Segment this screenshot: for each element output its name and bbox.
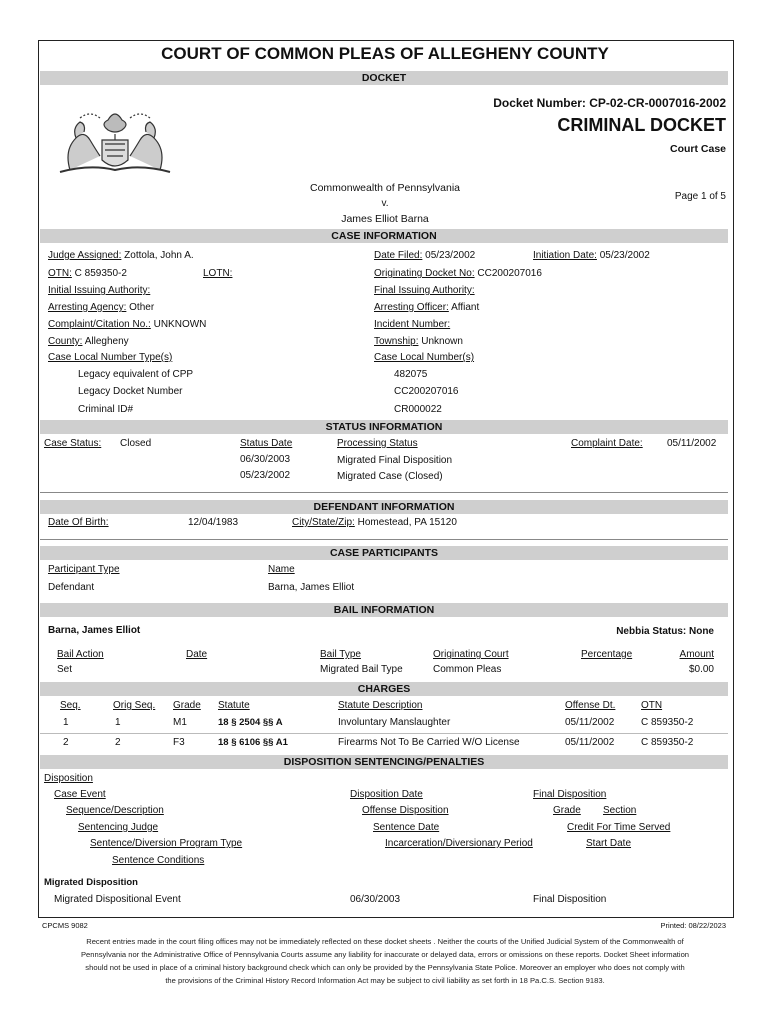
charge-seq: 1 (63, 717, 69, 728)
arresting-agency-row (48, 302, 154, 313)
statute-label: Statute (218, 700, 250, 711)
court-case: Court Case (669, 143, 726, 155)
initiation-value: 05/23/2002 (599, 250, 650, 261)
offense-disposition-label: Offense Disposition (362, 805, 449, 816)
local-type-label: Case Local Number Type(s) (48, 352, 173, 363)
arresting-officer-value: Affiant (451, 302, 480, 313)
start-date-label: Start Date (586, 838, 632, 849)
dob-label: Date Of Birth: (48, 517, 109, 528)
city-state-zip-label: City/State/Zip: (292, 517, 355, 528)
status-date-label: Status Date (240, 438, 293, 449)
incarceration-label: Incarceration/Diversionary Period (385, 838, 533, 849)
final-disposition-label: Final Disposition (533, 789, 607, 800)
initiation-label: Initiation Date: (533, 250, 597, 261)
city-state-zip-value: Homestead, PA 15120 (357, 517, 457, 528)
county-label: County: (48, 336, 83, 347)
bail-date-label: Date (186, 649, 208, 660)
otn-column-label: OTN (641, 700, 663, 711)
incident-label: Incident Number: (374, 319, 451, 330)
disposition-date-label: Disposition Date (350, 789, 423, 800)
defendant-information-bar: DEFENDANT INFORMATION (40, 500, 728, 514)
final-issuing-label: Final Issuing Authority: (374, 285, 475, 296)
divider (40, 539, 728, 540)
charges-bar: CHARGES (40, 682, 728, 696)
processing-status-label: Processing Status (337, 438, 418, 449)
complaint-label: Complaint/Citation No.: (48, 319, 151, 330)
orig-seq-label: Orig Seq. (113, 700, 156, 711)
local-type-item: Criminal ID# (78, 404, 134, 415)
migrated-final-disposition: Final Disposition (533, 894, 607, 905)
doc-type: CRIMINAL DOCKET (557, 115, 726, 135)
seq-label: Seq. (60, 700, 81, 711)
disposition-bar: DISPOSITION SENTENCING/PENALTIES (40, 755, 728, 769)
disclaimer-text: Recent entries made in the court filing offices may not be immediately reflected on these docket sheets . Neither the courts of the Unified Judicial System of the Commonwealth of Pennsylvania nor the Administrative Office of Pennsylvania Courts assume any liability for inaccurate or delayed data, errors or omissions on these reports. Docket Sheet information should not be used in place of a criminal history background check which can only be provided by the Pennsylvania State Police. Moreover an employer who does not comply with the provisions of the Criminal History Record Information Act may be subject to civil liability as set forth in 18 Pa.C.S. Section 9183. (80, 937, 690, 985)
charge-offense-date: 05/11/2002 (565, 737, 615, 748)
otn-value: C 859350-2 (74, 268, 127, 279)
township-value: Unknown (421, 336, 463, 347)
case-event-label: Case Event (54, 789, 106, 800)
local-type-item: Legacy equivalent of CPP (78, 369, 194, 380)
lotn-label: LOTN: (203, 268, 233, 279)
charge-description: Involuntary Manslaughter (338, 717, 451, 728)
county-value: Allegheny (84, 336, 129, 347)
township-row (374, 336, 463, 347)
otn-label: OTN: (48, 268, 72, 279)
form-number: CPCMS 9082 (42, 921, 88, 930)
local-number-item: CC200207016 (394, 386, 459, 397)
status-date-item: 06/30/2003 (240, 454, 291, 465)
charge-statute: 18 § 6106 §§ A1 (218, 737, 288, 748)
credit-time-served-label: Credit For Time Served (567, 822, 671, 833)
status-date-item: 05/23/2002 (240, 470, 291, 481)
sentencing-judge-label: Sentencing Judge (78, 822, 159, 833)
participant-type-value: Defendant (48, 582, 95, 593)
date-filed-row (374, 250, 475, 261)
township-label: Township: (374, 336, 419, 347)
orig-docket-label: Originating Docket No: (374, 268, 475, 279)
caption-defendant: James Elliot Barna (341, 213, 429, 225)
sequence-description-label: Sequence/Description (66, 805, 164, 816)
participant-name-label: Name (268, 564, 295, 575)
otn-row (48, 268, 127, 279)
program-type-label: Sentence/Diversion Program Type (90, 838, 243, 849)
migrated-date: 06/30/2003 (350, 894, 401, 905)
sentence-conditions-label: Sentence Conditions (112, 855, 205, 866)
bail-information-bar: BAIL INFORMATION (40, 603, 728, 617)
initiation-row (533, 250, 650, 261)
charge-orig-seq: 2 (115, 737, 121, 748)
case-status-label: Case Status: (44, 438, 102, 449)
charge-seq: 2 (63, 737, 69, 748)
charge-orig-seq: 1 (115, 717, 121, 728)
divider (40, 492, 728, 493)
bail-action-value: Set (57, 664, 73, 675)
pennsylvania-seal-icon (50, 100, 180, 180)
case-participants-bar: CASE PARTICIPANTS (40, 546, 728, 560)
row-divider (40, 733, 728, 734)
caption-plaintiff: Commonwealth of Pennsylvania (310, 182, 460, 194)
complaint-row (48, 319, 206, 330)
statute-description-label: Statute Description (338, 700, 423, 711)
participant-type-label: Participant Type (48, 564, 120, 575)
disposition-label: Disposition (44, 773, 93, 784)
printed-date: Printed: 08/22/2023 (660, 921, 726, 930)
local-number-item: CR000022 (394, 404, 442, 415)
amount-label: Amount (679, 649, 714, 660)
charge-description: Firearms Not To Be Carried W/O License (338, 737, 520, 748)
judge-row (48, 250, 194, 261)
date-filed-label: Date Filed: (374, 250, 423, 261)
originating-court-value: Common Pleas (433, 664, 502, 675)
caption-versus: v. (381, 198, 389, 209)
charge-grade: F3 (173, 737, 185, 748)
local-type-item: Legacy Docket Number (78, 386, 183, 397)
docket-number: Docket Number: CP-02-CR-0007016-2002 (493, 96, 726, 110)
date-filed-value: 05/23/2002 (425, 250, 476, 261)
offense-date-label: Offense Dt. (565, 700, 616, 711)
sentence-date-label: Sentence Date (373, 822, 440, 833)
amount-value: $0.00 (688, 664, 714, 675)
originating-court-label: Originating Court (433, 649, 509, 660)
complaint-date-value: 05/11/2002 (667, 438, 717, 449)
local-number-item: 482075 (394, 369, 428, 380)
charge-otn: C 859350-2 (641, 737, 694, 748)
migrated-disposition-title: Migrated Disposition (44, 877, 138, 888)
bail-type-label: Bail Type (320, 649, 361, 660)
docket-bar: DOCKET (40, 71, 728, 85)
case-status-value: Closed (120, 438, 152, 449)
charge-statute: 18 § 2504 §§ A (218, 717, 283, 728)
complaint-date-label: Complaint Date: (571, 438, 643, 449)
city-state-zip-row (292, 517, 457, 528)
complaint-value: UNKNOWN (153, 319, 207, 330)
judge-label: Judge Assigned: (48, 250, 122, 261)
orig-docket-row (374, 268, 542, 279)
arresting-agency-label: Arresting Agency: (48, 302, 127, 313)
bail-person: Barna, James Elliot (48, 625, 141, 636)
migrated-event: Migrated Dispositional Event (54, 894, 181, 905)
initial-issuing-label: Initial Issuing Authority: (48, 285, 151, 296)
charge-otn: C 859350-2 (641, 717, 694, 728)
charge-grade: M1 (173, 717, 187, 728)
percentage-label: Percentage (581, 649, 633, 660)
case-information-bar: CASE INFORMATION (40, 229, 728, 243)
arresting-officer-label: Arresting Officer: (374, 302, 449, 313)
bail-action-label: Bail Action (57, 649, 104, 660)
status-information-bar: STATUS INFORMATION (40, 420, 728, 434)
processing-status-item: Migrated Final Disposition (337, 455, 453, 466)
page-number: Page 1 of 5 (674, 191, 726, 202)
grade-label: Grade (553, 805, 581, 816)
local-number-label: Case Local Number(s) (374, 352, 475, 363)
dob-value: 12/04/1983 (188, 517, 239, 528)
county-row (48, 336, 129, 347)
grade-label: Grade (173, 700, 201, 711)
bail-type-value: Migrated Bail Type (320, 664, 403, 675)
nebbia-status: Nebbia Status: None (616, 626, 714, 637)
processing-status-item: Migrated Case (Closed) (337, 471, 443, 482)
participant-name-value: Barna, James Elliot (268, 582, 355, 593)
arresting-officer-row (374, 302, 479, 313)
arresting-agency-value: Other (129, 302, 155, 313)
charge-offense-date: 05/11/2002 (565, 717, 615, 728)
section-label: Section (603, 805, 637, 816)
orig-docket-value: CC200207016 (477, 268, 542, 279)
judge-value: Zottola, John A. (124, 250, 194, 261)
court-title: COURT OF COMMON PLEAS OF ALLEGHENY COUNTY (161, 44, 609, 63)
